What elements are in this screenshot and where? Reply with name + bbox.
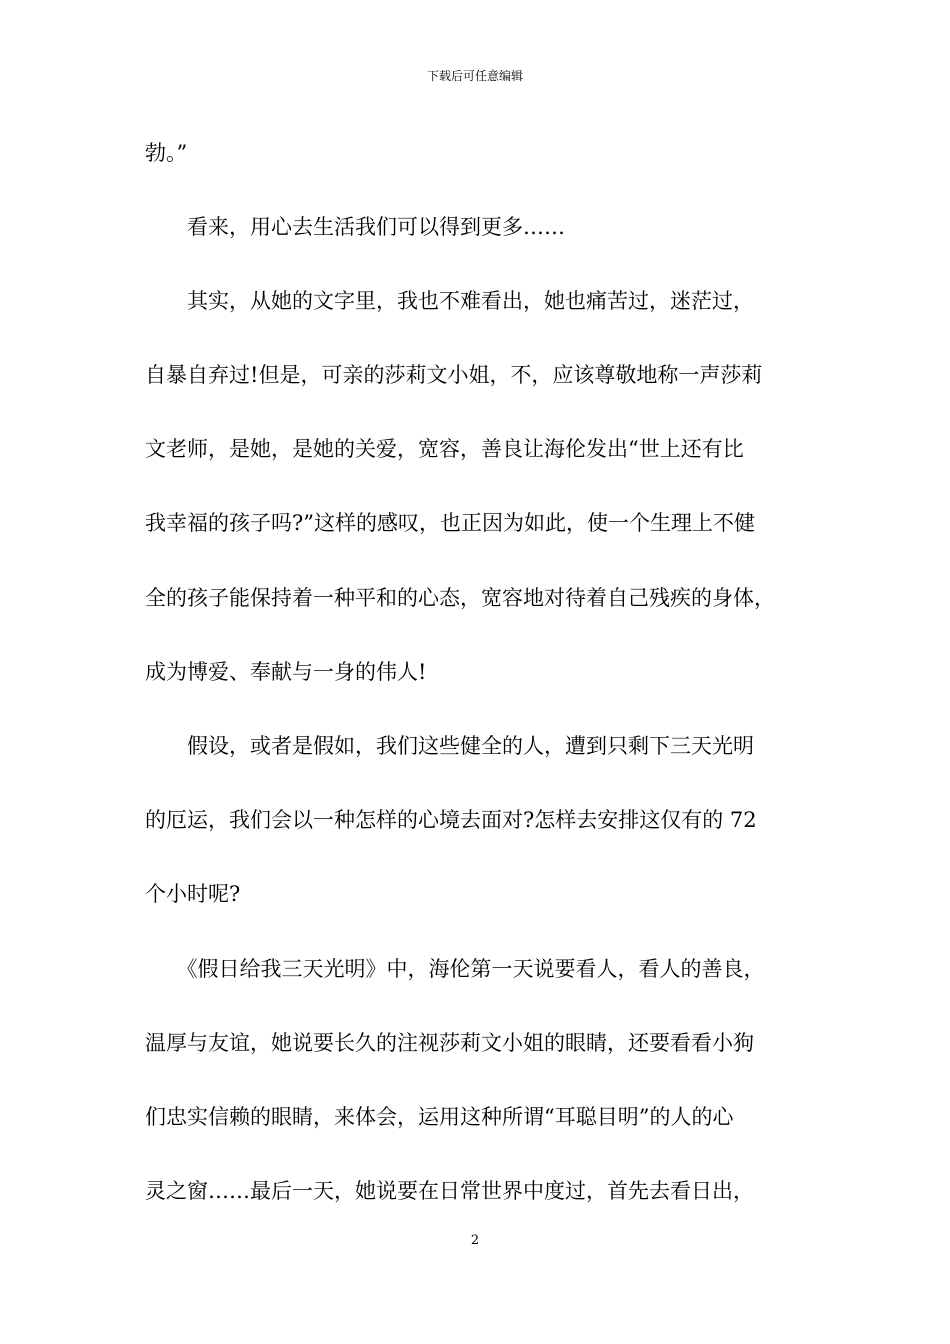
text-line: 温厚与友谊，她说要长久的注视莎莉文小姐的眼睛，还要看看小狗 xyxy=(145,1031,754,1055)
text-line: 个小时呢? xyxy=(145,882,241,906)
text-line: 自暴自弃过!但是，可亲的莎莉文小姐，不，应该尊敬地称一声莎莉 xyxy=(145,363,763,387)
text-line: 文老师，是她，是她的关爱，宽容，善良让海伦发出“世上还有比 xyxy=(145,437,744,461)
page-header: 下载后可任意编辑 xyxy=(426,69,523,83)
text-line: 假设，或者是假如，我们这些健全的人，遭到只剩下三天光明 xyxy=(145,734,754,758)
text-line: 勃。” xyxy=(145,141,188,165)
text-line: 《假日给我三天光明》中，海伦第一天说要看人，看人的善良， xyxy=(145,957,765,981)
text-line: 全的孩子能保持着一种平和的心态，宽容地对待着自己残疾的身体， xyxy=(145,586,775,610)
page-number: 2 xyxy=(470,1233,480,1248)
text-line: 们忠实信赖的眼睛，来体会，运用这种所谓“耳聪目明”的人的心 xyxy=(145,1105,734,1129)
text-line: 成为博爱、奉献与一身的伟人! xyxy=(145,660,427,684)
text-line: 其实，从她的文字里，我也不难看出，她也痛苦过，迷茫过， xyxy=(145,289,754,313)
text-line: 看来，用心去生活我们可以得到更多…… xyxy=(145,215,565,239)
text-line: 灵之窗……最后一天，她说要在日常世界中度过，首先去看日出， xyxy=(145,1179,754,1203)
text-line: 的厄运，我们会以一种怎样的心境去面对?怎样去安排这仅有的 72 xyxy=(145,808,757,832)
text-line: 我幸福的孩子吗?”这样的感叹，也正因为如此，使一个生理上不健 xyxy=(145,511,755,535)
